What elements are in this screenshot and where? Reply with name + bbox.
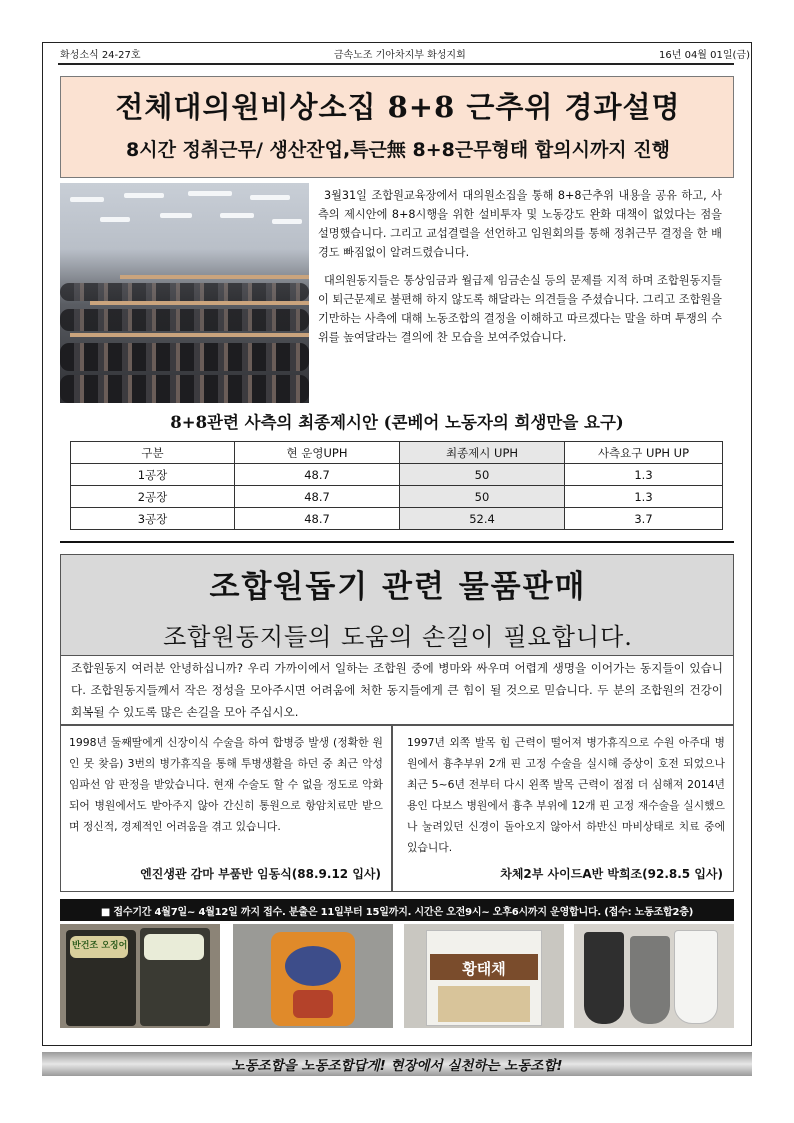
member-story-right — [392, 725, 734, 892]
notice-bar: ■ 접수기간 4월7일~ 4월12일 까지 접수. 분출은 11일부터 15일까지. 시간은 오전9시~ 오후6시까지 운영합니다. (접수: 노동조합2층) — [60, 899, 734, 921]
table-cell: 2공장 — [71, 486, 235, 508]
table-cell: 1.3 — [565, 486, 723, 508]
uph-table — [70, 441, 723, 530]
table-row — [71, 508, 723, 530]
product-photo-socks — [574, 924, 734, 1028]
headline-subtitle: 8시간 정취근무/ 생산잔업,특근無 8+8근무형태 합의시까지 진행 — [126, 139, 670, 161]
table-header-cell: 사측요구 UPH UP — [565, 442, 723, 464]
story-text: 1998년 둘째딸에게 신장이식 수술을 하여 합병증 발생 (정확한 원인 못 찾음) 3번의 병가휴직을 통해 투병생활을 하던 중 최근 악성 임파선 암 판정을 받았습니다. 현재 수술도 할 수 없을 정도로 악화되어 병원에서도 받아주지 않아 간신히 통원으로 항암치료만 받으며 정신적, 경제적인 어려움을 겪고 있습니다. — [69, 736, 383, 833]
headline-box — [60, 76, 734, 178]
section-divider — [60, 541, 734, 543]
table-header-cell: 현 운영UPH — [235, 442, 400, 464]
sale-subtitle: 조합원동지들의 도움의 손길이 필요합니다. — [163, 623, 633, 651]
table-cell: 48.7 — [235, 464, 400, 486]
story-signature: 엔진생관 감마 부품반 임동식(88.9.12 입사) — [140, 867, 381, 881]
table-header-cell: 구분 — [71, 442, 235, 464]
product-photo-bag — [233, 924, 393, 1028]
publisher: 금속노조 기아차지부 화성지회 — [333, 49, 466, 61]
product-label: 반건조 오징어 — [72, 941, 128, 951]
story-text: 1997년 외쪽 발목 힘 근력이 떨어져 병가휴직으로 수원 아주대 병원에서 흉추부위 2개 핀 고정 수술을 실시해 증상이 호전 되었으나 최근 5~6년 전부터 다시 왼쪽 발목 근력이 점점 더 심해져 2014년 용인 다보스 병원에서 흉추 부위에 12개 핀 고정 재수술을 실시했으나 눌려있던 신경이 돌아오지 않아서 하반신 마비상태로 치료 중에 있습니다. — [407, 736, 725, 854]
table-cell: 50 — [400, 486, 565, 508]
table-row — [71, 464, 723, 486]
table-cell: 52.4 — [400, 508, 565, 530]
footer-slogan: 노동조합을 노동조합답게! 현장에서 실천하는 노동조합! — [42, 1052, 752, 1076]
table-cell: 1.3 — [565, 464, 723, 486]
meeting-photo — [60, 183, 309, 403]
newsletter-header — [60, 43, 750, 63]
sale-title: 조합원돕기 관련 물품판매 — [209, 569, 587, 605]
table-header-row — [71, 442, 723, 464]
member-story-left — [60, 725, 392, 892]
uph-table-title: 8+8관련 사측의 최종제시안 (콘베어 노동자의 희생만을 요구) — [170, 413, 624, 432]
headline-title: 전체대의원비상소집 8+8 근추위 경과설명 — [115, 90, 681, 124]
article-paragraph: 대의원동지들은 통상임금과 월급제 임금손실 등의 문제를 지적 하며 조합원동지들이 퇴근문제로 불편해 하지 않도록 해달라는 의견들을 주셨습니다. 그리고 조합원을 기만하는 사측에 대해 노동조합의 결정을 이해하고 따르겠다는 말을 하며 투쟁의 수위를 높여달라는 결의에 찬 모습을 보여주었습니다. — [318, 274, 722, 344]
product-photo-pollack — [404, 924, 564, 1028]
meeting-article — [318, 186, 722, 347]
story-signature: 차체2부 사이드A반 박희조(92.8.5 입사) — [500, 867, 723, 881]
sale-banner — [60, 554, 734, 656]
sale-intro: 조합원동지 여러분 안녕하십니까? 우리 가까이에서 일하는 조합원 중에 병마와 싸우며 어렵게 생명을 이어가는 동지들이 있습니다. 조합원동지들께서 작은 정성을 모아주시면 어려움에 처한 동지들에게 큰 힘이 될 것으로 믿습니다. 두 분의 조합원의 건강이 회복될 수 있도록 많은 손길을 모아 주십시오. — [60, 655, 734, 725]
issue-date: 16년 04월 01일(금) — [659, 49, 750, 61]
issue-number: 화성소식 24-27호 — [60, 49, 141, 61]
table-cell: 48.7 — [235, 508, 400, 530]
table-header-cell: 최종제시 UPH — [400, 442, 565, 464]
table-cell: 3공장 — [71, 508, 235, 530]
table-cell: 48.7 — [235, 486, 400, 508]
table-cell: 3.7 — [565, 508, 723, 530]
article-paragraph: 3월31일 조합원교육장에서 대의원소집을 통해 8+8근추위 내용을 공유 하고, 사측의 제시안에 8+8시행을 위한 설비투자 및 노동강도 완화 대책이 없었다는 점을 설명했습니다. 그리고 교섭결렬을 선언하고 임원회의를 통해 정취근무 결정을 한 배경도 빠짐없이 알려드렸습니다. — [318, 189, 722, 259]
table-cell: 1공장 — [71, 464, 235, 486]
product-photo-squid — [60, 924, 220, 1028]
product-label: 황태채 — [462, 960, 506, 978]
header-divider — [58, 63, 734, 65]
table-cell: 50 — [400, 464, 565, 486]
table-row — [71, 486, 723, 508]
